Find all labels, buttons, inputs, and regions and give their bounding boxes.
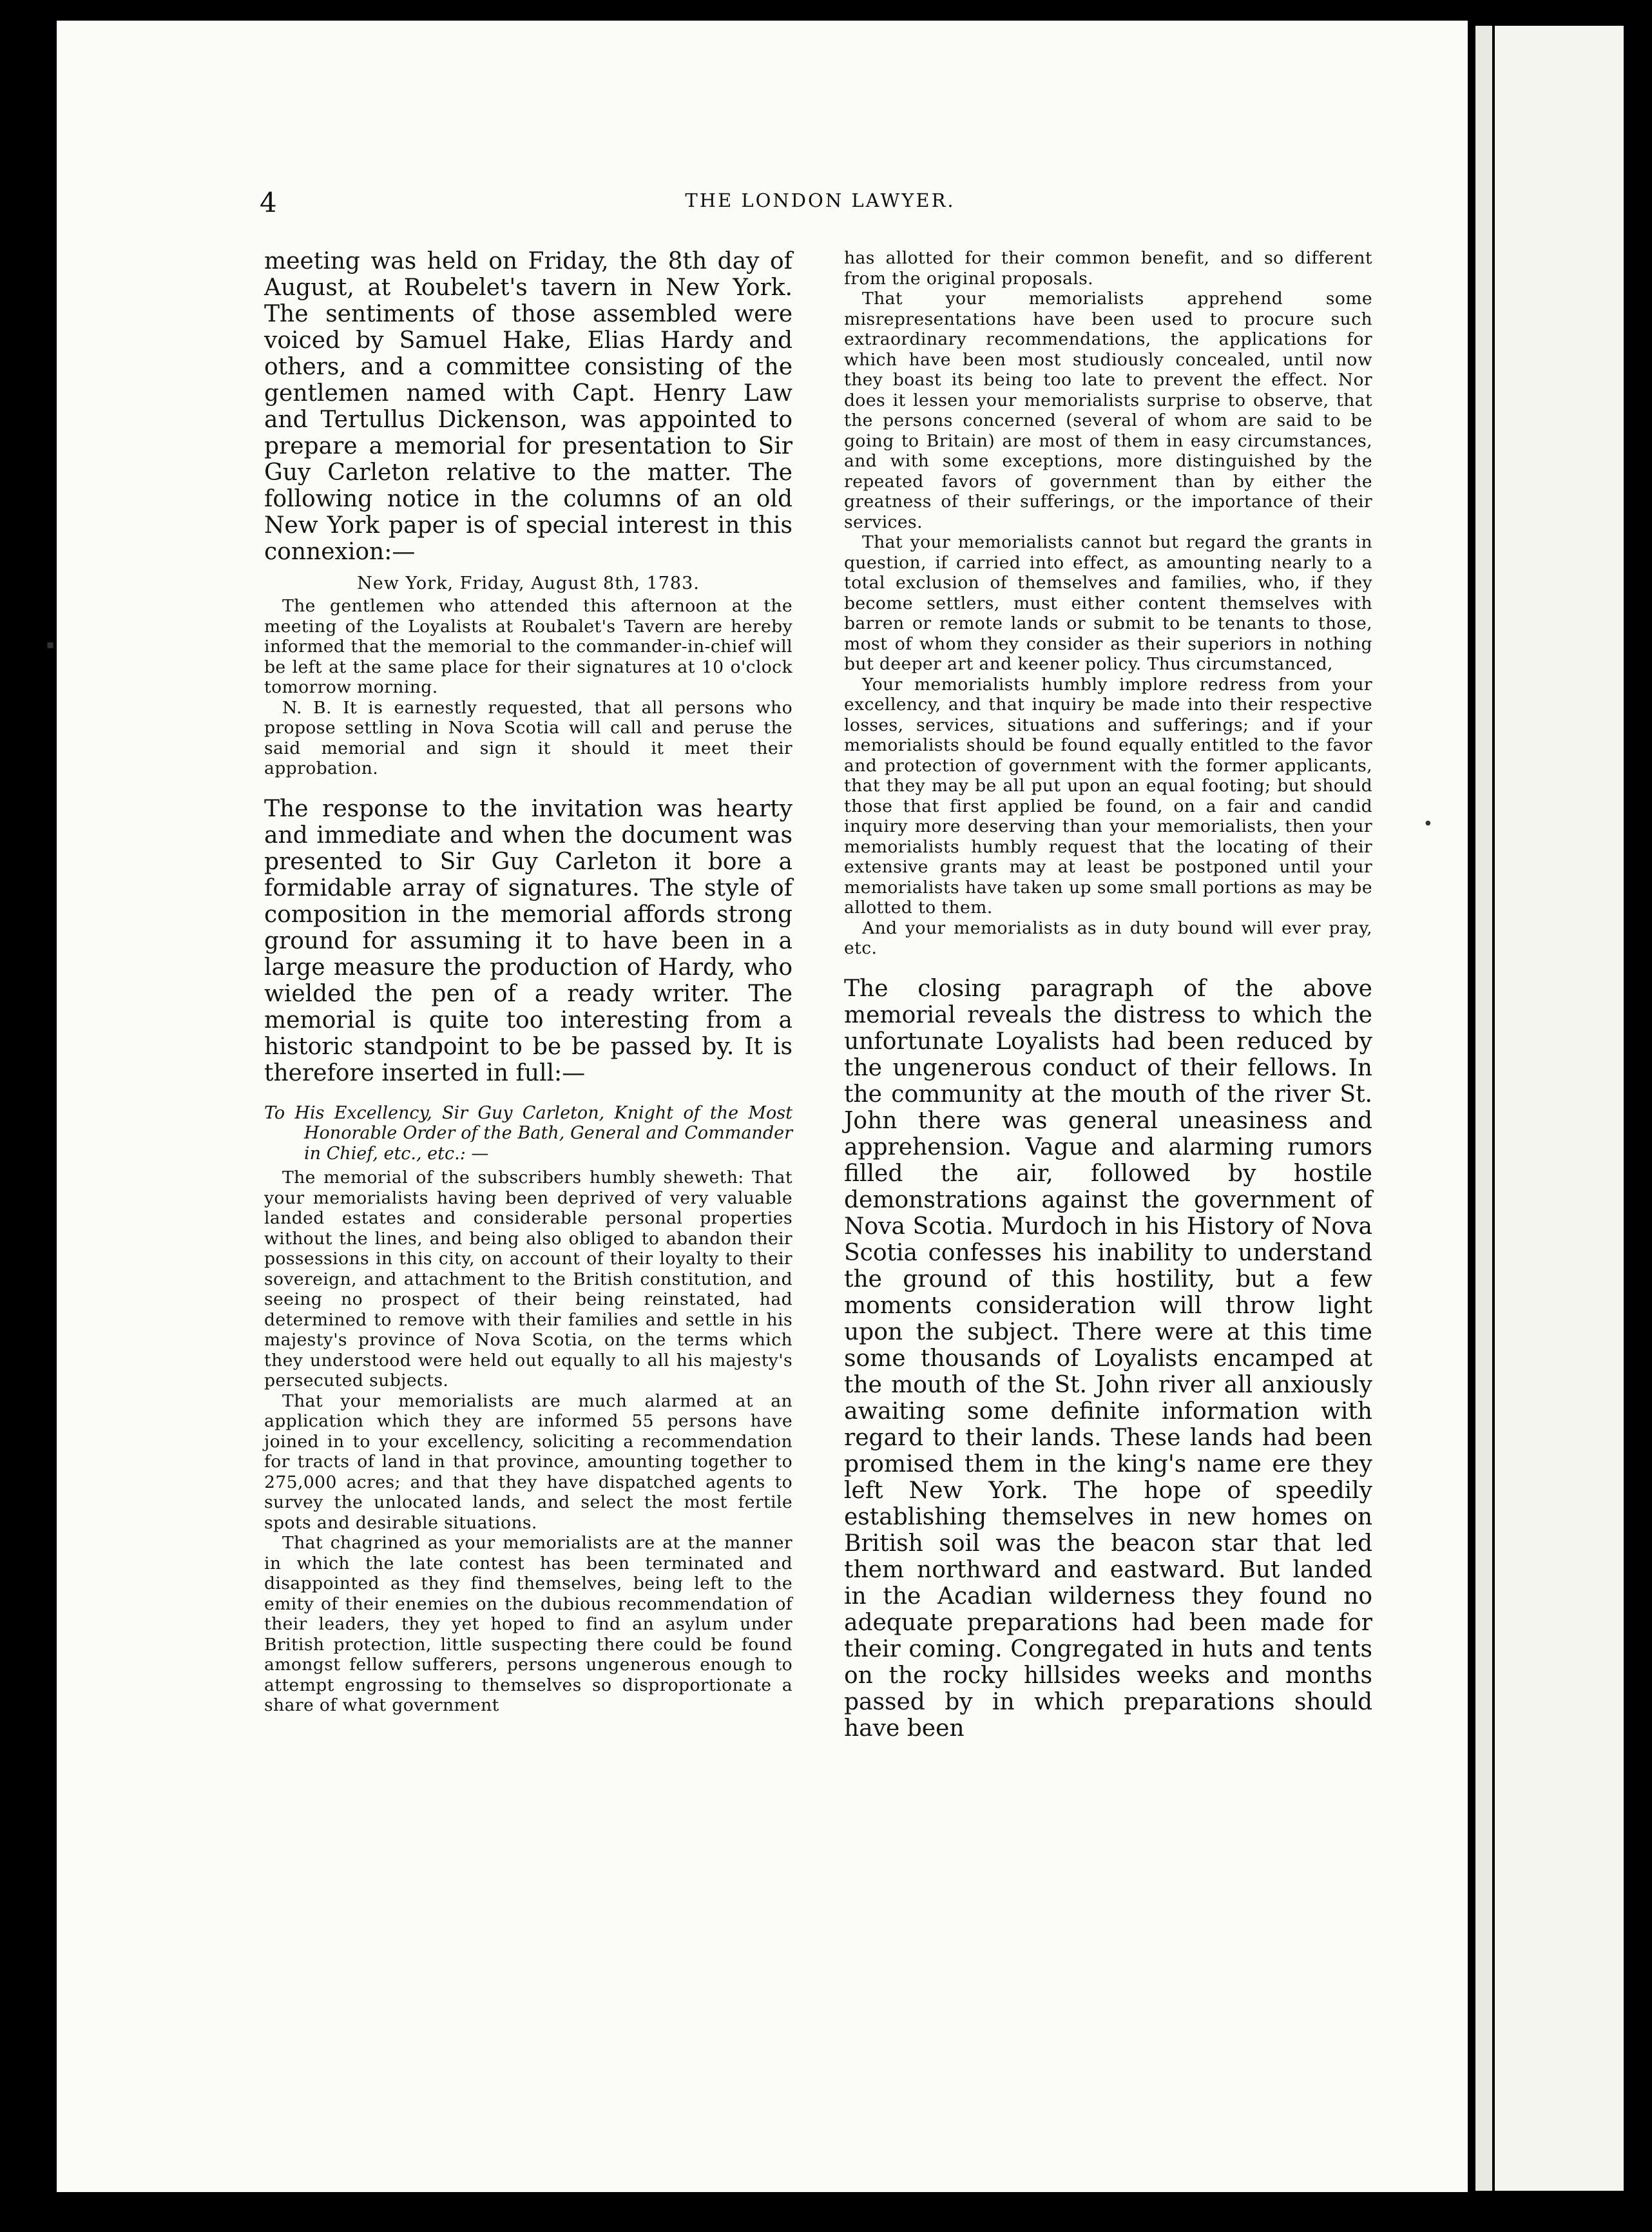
- scan-speck-mark: ▪: [46, 638, 55, 651]
- scan-speck-mark: ●: [1425, 820, 1431, 827]
- response-paragraph: The response to the invitation was hearty and immediate and when the document was presented to Sir Guy Carleton it bore a formidable array of signatures. The style of composition in the memorial affords strong ground for assuming it to have been in a large measure the production of Hardy, who wielded the pen of a ready writer. The memorial is quite too interesting from a historic standpoint to be be passed by. It is therefore inserted in full:—: [264, 795, 792, 1086]
- page-gutter: [1475, 26, 1492, 2191]
- notice-nb: N. B. It is earnestly requested, that all persons who propose settling in Nova Scotia will call and peruse the said memorial and sign it should it meet their approbation.: [264, 697, 792, 778]
- memorial-closing-line: And your memorialists as in duty bound will ever pray, etc.: [844, 918, 1372, 958]
- facing-page-edge: [1495, 26, 1624, 2191]
- memorial-continuation: has allotted for their common benefit, and so different from the original proposals.: [844, 248, 1372, 289]
- memorial-paragraph: That your memorialists cannot but regard the grants in question, if carried into effect, as amounting nearly to a total exclusion of themselves and families, who, if they become settlers, must either content themselves with barren or remote lands or submit to be tenants to those, most of whom they consider as their superiors in nothing but deeper art and keener policy. Thus circumstanced,: [844, 532, 1372, 674]
- left-column: [264, 248, 792, 1716]
- memorial-paragraph: The memorial of the subscribers humbly sheweth: That your memorialists having been deprived of very valuable landed estates and considerable personal properties without the lines, and being also obliged to abandon their possessions in this city, on account of their loyalty to their sovereign, and attachment to the British constitution, and seeing no prospect of their being reinstated, had determined to remove with their families and settle in his majesty's province of Nova Scotia, on the terms which they understood were held out equally to all his majesty's persecuted subjects.: [264, 1168, 792, 1390]
- memorial-paragraph: That chagrined as your memorialists are at the manner in which the late contest has been terminated and disappointed as they find themselves, being left to the emity of their enemies on the dubious recommendation of their leaders, they yet hoped to find an asylum under British protection, little suspecting there could be found amongst fellow sufferers, persons ungenerous enough to attempt engrossing to themselves so disproportionate a share of what government: [264, 1533, 792, 1715]
- intro-paragraph: meeting was held on Friday, the 8th day of August, at Roubelet's tavern in New York. The sentiments of those assembled were voiced by Samuel Hake, Elias Hardy and others, and a committee consisting of the gentlemen named with Capt. Henry Law and Tertullus Dickenson, was appointed to prepare a memorial for presentation to Sir Guy Carleton relative to the matter. The following notice in the columns of an old New York paper is of special interest in this connexion:—: [264, 248, 792, 565]
- memorial-paragraph: Your memorialists humbly implore redress from your excellency, and that inquiry be made into their respective losses, services, situations and sufferings; and if your memorialists should be found equally entitled to the favor and protection of government with the former applicants, that they may be all put upon an equal footing; but should those that first applied be found, on a fair and candid inquiry more deserving than your memorialists, then your memorialists humbly request that the locating of their extensive grants may at least be postponed until your memorialists have taken up some small portions as may be allotted to them.: [844, 674, 1372, 918]
- memorial-paragraph: That your memorialists apprehend some misrepresentations have been used to procure such extraordinary recommendations, the applications for which have been most studiously concealed, until now they boast its being too late to prevent the effect. Nor does it lessen your memorialists surprise to observe, that the persons concerned (several of whom are said to be going to Britain) are most of them in easy circumstances, and with some exceptions, more distinguished by the repeated favors of government than by either the greatness of their sufferings, or the importance of their services.: [844, 289, 1372, 532]
- running-head: THE LONDON LAWYER.: [685, 189, 956, 211]
- memorial-address: To His Excellency, Sir Guy Carleton, Knight of the Most Honorable Order of the Bath, General and Commander in Chief, etc., etc.: —: [264, 1102, 792, 1164]
- page-header: [260, 187, 1381, 219]
- memorial-paragraph: That your memorialists are much alarmed at an application which they are informed 55 persons have joined in to your excellency, soliciting a recommendation for tracts of land in that province, amounting together to 275,000 acres; and that they have dispatched agents to survey the unlocated lands, and select the most fertile spots and desirable situations.: [264, 1390, 792, 1533]
- right-column: [844, 248, 1372, 1742]
- notice-heading: New York, Friday, August 8th, 1783.: [357, 573, 700, 593]
- closing-paragraph: The closing paragraph of the above memorial reveals the distress to which the unfortunate Loyalists had been reduced by the ungenerous conduct of their fellows. In the community at the mouth of the river St. John there was general uneasiness and apprehension. Vague and alarming rumors filled the air, followed by hostile demonstrations against the government of Nova Scotia. Murdoch in his History of Nova Scotia confesses his inability to understand the ground of this hostility, but a few moments consideration will throw light upon the subject. There were at this time some thousands of Loyalists encamped at the mouth of the St. John river all anxiously awaiting some definite information with regard to their lands. These lands had been promised them in the king's name ere they left New York. The hope of speedily establishing themselves in new homes on British soil was the beacon star that led them northward and eastward. But landed in the Acadian wilderness they found no adequate preparations had been made for their coming. Congregated in huts and tents on the rocky hillsides weeks and months passed by in which preparations should have been: [844, 975, 1372, 1742]
- notice-body: The gentlemen who attended this afternoon at the meeting of the Loyalists at Roubalet's Tavern are hereby informed that the memorial to the commander-in-chief will be left at the same place for their signatures at 10 o'clock tomorrow morning.: [264, 596, 792, 697]
- page-number: 4: [260, 187, 277, 218]
